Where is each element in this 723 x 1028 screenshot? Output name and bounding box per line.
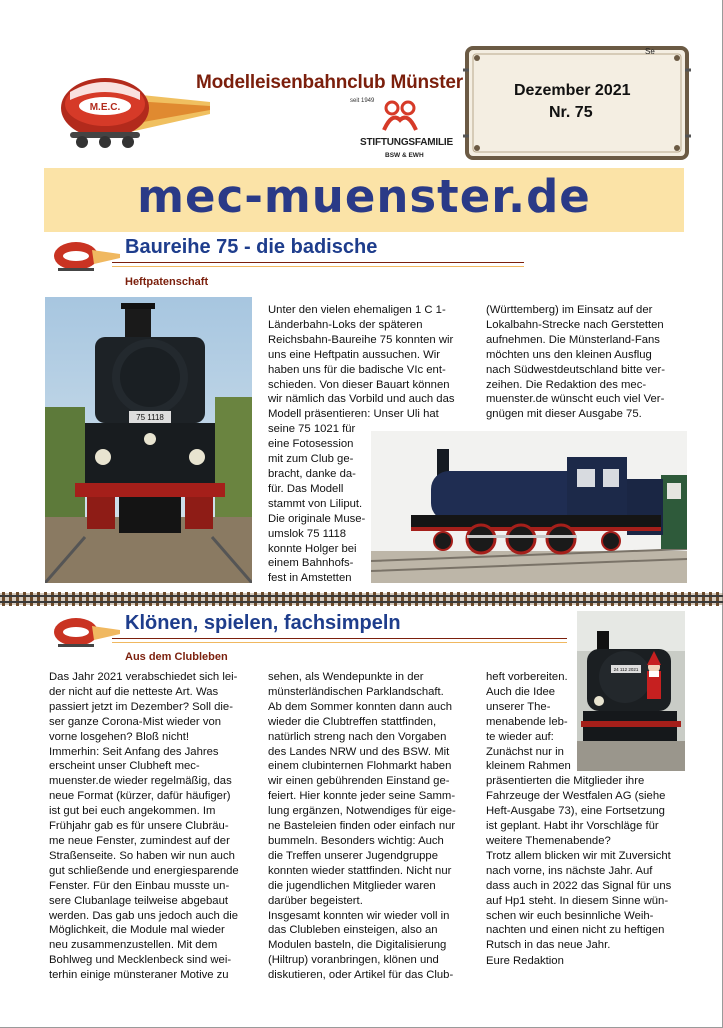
- track-sleeper: [716, 592, 719, 606]
- track-sleeper: [548, 592, 551, 606]
- signal-label: Se: [645, 47, 655, 56]
- track-sleeper: [688, 592, 691, 606]
- track-sleeper: [72, 592, 75, 606]
- track-sleeper: [429, 592, 432, 606]
- text-line: einem Bahnhofs-: [268, 557, 354, 570]
- photo-loco-number: 24 112 2021: [613, 667, 639, 672]
- text-line: zeihen. Die Redaktion des mec-: [486, 378, 647, 391]
- text-line: Lokalbahn-Strecke nach Gerstetten: [486, 318, 664, 331]
- article2-column-1: [49, 670, 239, 983]
- text-line: kleinem Rahmen: [486, 760, 571, 773]
- track-sleeper: [597, 592, 600, 606]
- track-sleeper: [191, 592, 194, 606]
- text-line: werden. Das gab uns jedoch auch die: [49, 909, 239, 922]
- track-sleeper: [240, 592, 243, 606]
- text-line: gut schließende und energiesparende: [49, 864, 239, 877]
- text-line: wir nämlich das Vorbild und auch das: [268, 393, 455, 406]
- text-line: heft vorbereiten.: [486, 671, 568, 683]
- club-since: seit 1949: [350, 98, 375, 104]
- text-line: Die originale Muse-: [268, 512, 366, 525]
- text-line: haben uns für die badische VIc ent-: [268, 363, 446, 376]
- track-sleeper: [275, 592, 278, 606]
- text-line: Zunächst nur in: [486, 745, 564, 758]
- text-line: Immerhin: Seit Anfang des Jahres: [49, 745, 219, 758]
- track-sleeper: [303, 592, 306, 606]
- track-sleeper: [156, 592, 159, 606]
- text-line: ist gut bei euch angekommen. Im: [49, 805, 216, 818]
- text-line: seine 75 1021 für: [268, 423, 356, 436]
- track-sleeper: [695, 592, 698, 606]
- track-sleeper: [660, 592, 663, 606]
- text-line: Heft-Ausgabe 73), eine Fortsetzung: [486, 805, 665, 818]
- text-line: einem clubinternen Flohmarkt haben: [268, 760, 452, 773]
- track-sleeper: [611, 592, 614, 606]
- track-sleeper: [639, 592, 642, 606]
- track-sleeper: [44, 592, 47, 606]
- text-line: auf Hp1 steht. In diesem Sinne wün-: [486, 894, 669, 907]
- section-train-icon: [52, 236, 120, 276]
- track-sleeper: [324, 592, 327, 606]
- foundation-sub: BSW & EWH: [385, 152, 424, 159]
- track-sleeper: [86, 592, 89, 606]
- foundation-name: STIFTUNGSFAMILIE: [360, 137, 453, 148]
- text-line: natürlich streng nach den Vorgaben: [268, 730, 447, 743]
- article1-column-2: [486, 303, 665, 422]
- track-sleeper: [674, 592, 677, 606]
- club-name: Modelleisenbahnclub Münster: [196, 72, 463, 93]
- issue-date: Dezember 2021: [514, 82, 631, 99]
- article-title: Klönen, spielen, fachsimpeln: [125, 612, 401, 634]
- text-line: für. Das Modell: [268, 482, 344, 495]
- track-sleeper: [506, 592, 509, 606]
- text-line: Fahrzeuge der Westfalen AG (siehe: [486, 790, 666, 803]
- text-line: Auch die Idee: [486, 685, 556, 698]
- track-sleeper: [646, 592, 649, 606]
- track-sleeper: [457, 592, 460, 606]
- text-line: das Clubleben einsteigen, also an: [268, 924, 438, 937]
- text-line: nach Südwestdeutschland bitte ver-: [486, 363, 665, 376]
- track-sleeper: [93, 592, 96, 606]
- text-line: bracht, danke da-: [268, 467, 356, 480]
- text-line: Modell präsentieren: Unser Uli hat: [268, 408, 439, 421]
- track-sleeper: [58, 592, 61, 606]
- track-divider: [0, 590, 723, 608]
- section-rule: [112, 638, 567, 639]
- text-line: (Württemberg) im Einsatz auf der: [486, 304, 653, 316]
- text-line: bummeln. Besonders wichtig: Auch: [268, 834, 444, 847]
- text-line: münsterländischen Parklandschaft.: [268, 685, 444, 698]
- text-line: sehen, als Wendepunkte in der: [268, 671, 424, 683]
- text-line: wir einen gebührenden Einstand ge-: [268, 775, 450, 788]
- track-sleeper: [261, 592, 264, 606]
- section-rule-accent: [112, 642, 567, 643]
- text-line: ist geplant. Habt ihr Vorschläge für: [486, 820, 659, 833]
- text-line: feiert. Hier konnte jeder seine Samm-: [268, 790, 456, 803]
- text-line: wieder die Clubtreffen stattfinden,: [268, 715, 437, 728]
- text-line: muenster.de wünscht euch viel Ver-: [486, 393, 665, 406]
- track-sleeper: [625, 592, 628, 606]
- track-sleeper: [373, 592, 376, 606]
- photo-model-locomotive: [371, 431, 687, 583]
- track-sleeper: [366, 592, 369, 606]
- article-subtitle: Aus dem Clubleben: [125, 651, 228, 663]
- track-sleeper: [618, 592, 621, 606]
- website-banner-text: mec-muenster.de: [137, 170, 591, 223]
- track-sleeper: [268, 592, 271, 606]
- text-line: schieden. Von dieser Bauart können: [268, 378, 450, 391]
- text-line: gnügen mit dieser Ausgabe 75.: [486, 408, 642, 421]
- text-line: eine Fotosession: [268, 438, 354, 451]
- track-sleeper: [352, 592, 355, 606]
- text-line: passiert jetzt im Dezember? Soll die-: [49, 700, 233, 713]
- article-title: Baureihe 75 - die badische: [125, 236, 378, 258]
- track-sleeper: [149, 592, 152, 606]
- track-sleeper: [23, 592, 26, 606]
- track-sleeper: [65, 592, 68, 606]
- photo-real-locomotive: [45, 297, 252, 583]
- text-line: Rutsch in das neue Jahr.: [486, 939, 611, 952]
- track-sleeper: [492, 592, 495, 606]
- track-sleeper: [478, 592, 481, 606]
- track-sleeper: [254, 592, 257, 606]
- issue-number: Nr. 75: [549, 104, 593, 121]
- text-line: terhin einige münsteraner Motive zu: [49, 969, 229, 982]
- track-sleeper: [555, 592, 558, 606]
- text-line: die Treffen unserer Jugendgruppe: [268, 849, 438, 862]
- track-sleeper: [436, 592, 439, 606]
- track-sleeper: [702, 592, 705, 606]
- text-line: stammt von Liliput.: [268, 497, 363, 510]
- track-sleeper: [135, 592, 138, 606]
- track-sleeper: [576, 592, 579, 606]
- track-sleeper: [51, 592, 54, 606]
- section-rule: [112, 262, 524, 263]
- track-sleeper: [709, 592, 712, 606]
- track-sleeper: [128, 592, 131, 606]
- text-line: nach vorne, ins nächste Jahr. Auf: [486, 864, 653, 877]
- track-sleeper: [394, 592, 397, 606]
- track-sleeper: [359, 592, 362, 606]
- text-line: aufnehmen. Die Münsterland-Fans: [486, 333, 660, 346]
- text-line: der nicht auf die netteste Art. Was: [49, 685, 219, 698]
- track-sleeper: [79, 592, 82, 606]
- text-line: muenster.de wieder regelmäßig, das: [49, 775, 232, 788]
- track-sleeper: [205, 592, 208, 606]
- track-sleeper: [632, 592, 635, 606]
- track-sleeper: [667, 592, 670, 606]
- track-sleeper: [422, 592, 425, 606]
- text-line: darüber begeistert.: [268, 894, 363, 907]
- text-line: menabende leb-: [486, 715, 568, 728]
- track-sleeper: [499, 592, 502, 606]
- text-line: präsentierten die Mitglieder ihre: [486, 775, 645, 788]
- track-sleeper: [16, 592, 19, 606]
- track-sleeper: [282, 592, 285, 606]
- track-sleeper: [296, 592, 299, 606]
- text-line: me neue Fenster, zumindest auf der: [49, 834, 230, 847]
- text-line: Ab dem Sommer konnten dann auch: [268, 700, 452, 713]
- text-line: ser ganze Corona-Mist wieder von: [49, 715, 222, 728]
- text-line: vorne losgehen? Bloß nicht!: [49, 730, 190, 743]
- track-sleeper: [604, 592, 607, 606]
- club-logo-train: [60, 62, 210, 154]
- text-line: neue Format (kürzer, dafür häufiger): [49, 790, 231, 803]
- text-line: te wieder auf:: [486, 730, 554, 743]
- track-sleeper: [569, 592, 572, 606]
- track-sleeper: [653, 592, 656, 606]
- text-line: Fenster. Für den Einbau musste un-: [49, 879, 230, 892]
- track-sleeper: [114, 592, 117, 606]
- track-sleeper: [527, 592, 530, 606]
- track-sleeper: [233, 592, 236, 606]
- track-sleeper: [520, 592, 523, 606]
- track-sleeper: [163, 592, 166, 606]
- text-line: neu zusammenzustellen. Mit dem: [49, 939, 218, 952]
- track-sleeper: [681, 592, 684, 606]
- track-sleeper: [415, 592, 418, 606]
- track-sleeper: [184, 592, 187, 606]
- track-sleeper: [387, 592, 390, 606]
- text-line: weitere Themenabende?: [486, 834, 611, 847]
- track-sleeper: [401, 592, 404, 606]
- track-sleeper: [541, 592, 544, 606]
- track-sleeper: [219, 592, 222, 606]
- text-line: dass auch in 2022 das Signal für uns: [486, 879, 672, 892]
- stiftung-logo-icon: [380, 100, 420, 132]
- track-sleeper: [583, 592, 586, 606]
- track-sleeper: [380, 592, 383, 606]
- text-line: sere Clubanlage teilweise abgebaut: [49, 894, 228, 907]
- text-line: Reichsbahn-Baureihe 75 konnten wir: [268, 333, 454, 346]
- logo-lettering: M.E.C.: [89, 102, 121, 113]
- article-subtitle: Heftpatenschaft: [125, 276, 209, 288]
- text-line: Möglichkeit, die Module mal wieder: [49, 924, 225, 937]
- track-sleeper: [590, 592, 593, 606]
- text-line: die jugendlichen Mitglieder waren: [268, 879, 436, 892]
- text-line: nachten und einen nicht zu heftigen: [486, 924, 665, 937]
- track-sleeper: [464, 592, 467, 606]
- text-line: lung ergänzen, Notwendiges für eige-: [268, 805, 456, 818]
- track-sleeper: [485, 592, 488, 606]
- track-sleeper: [226, 592, 229, 606]
- article2-column-3: [486, 670, 671, 953]
- text-line: Bohlweg und Mecklenbeck sind wei-: [49, 954, 232, 967]
- text-line: Trotz allem blicken wir mit Zuversicht: [486, 849, 671, 862]
- text-line: des Landes NRW und des BSW. Mit: [268, 745, 450, 758]
- text-line: uns eine Heftpatin aussuchen. Wir: [268, 348, 441, 361]
- text-line: Frühjahr gab es für unsere Clubräu-: [49, 820, 229, 833]
- text-line: Insgesamt konnten wir wieder voll in: [268, 909, 450, 922]
- track-sleeper: [317, 592, 320, 606]
- track-sleeper: [331, 592, 334, 606]
- text-line: Straßenseite. So haben wir nun auch: [49, 849, 235, 862]
- text-line: erscheint unser Clubheft mec-: [49, 760, 200, 773]
- track-sleeper: [30, 592, 33, 606]
- track-sleeper: [450, 592, 453, 606]
- text-line: Modulen basteln, die Digitalisierung: [268, 939, 447, 952]
- text-line: unserer The-: [486, 700, 551, 713]
- track-sleeper: [513, 592, 516, 606]
- track-sleeper: [100, 592, 103, 606]
- text-line: konnte Holger bei: [268, 542, 357, 555]
- track-sleeper: [338, 592, 341, 606]
- text-line: fest in Amstetten: [268, 572, 352, 585]
- text-line: schen wir euch besinnliche Weih-: [486, 909, 654, 922]
- track-sleeper: [408, 592, 411, 606]
- track-sleeper: [310, 592, 313, 606]
- article-signoff: Eure Redaktion: [486, 955, 564, 967]
- track-sleeper: [170, 592, 173, 606]
- track-sleeper: [121, 592, 124, 606]
- track-sleeper: [471, 592, 474, 606]
- track-sleeper: [2, 592, 5, 606]
- track-sleeper: [562, 592, 565, 606]
- track-sleeper: [534, 592, 537, 606]
- text-line: umslok 75 1118: [268, 527, 347, 540]
- track-sleeper: [37, 592, 40, 606]
- text-line: Länderbahn-Loks der späteren: [268, 318, 423, 331]
- section-rule-accent: [112, 266, 524, 267]
- text-line: mit zum Club ge-: [268, 453, 354, 466]
- text-line: diskutieren, oder Artikel für das Club-: [268, 969, 454, 982]
- track-sleeper: [212, 592, 215, 606]
- track-sleeper: [198, 592, 201, 606]
- text-line: Unter den vielen ehemaligen 1 C 1-: [268, 304, 446, 316]
- track-sleeper: [142, 592, 145, 606]
- text-line: konnten wieder stattfinden. Nicht nur: [268, 864, 452, 877]
- article2-column-2: [268, 670, 456, 983]
- photo-loco-number: 75 1118: [136, 413, 164, 422]
- text-line: Das Jahr 2021 verabschiedet sich lei-: [49, 671, 238, 683]
- text-line: (Hiltrup) voranbringen, klönen und: [268, 954, 439, 967]
- track-sleeper: [247, 592, 250, 606]
- track-sleeper: [289, 592, 292, 606]
- track-sleeper: [443, 592, 446, 606]
- track-sleeper: [177, 592, 180, 606]
- text-line: möchten uns den kleinen Ausflug: [486, 348, 652, 361]
- track-sleeper: [9, 592, 12, 606]
- text-line: ne Basteleien finden oder einfach nur: [268, 820, 456, 833]
- section-train-icon: [52, 612, 120, 652]
- track-sleeper: [345, 592, 348, 606]
- track-sleeper: [107, 592, 110, 606]
- issue-sign-plate: [463, 44, 691, 162]
